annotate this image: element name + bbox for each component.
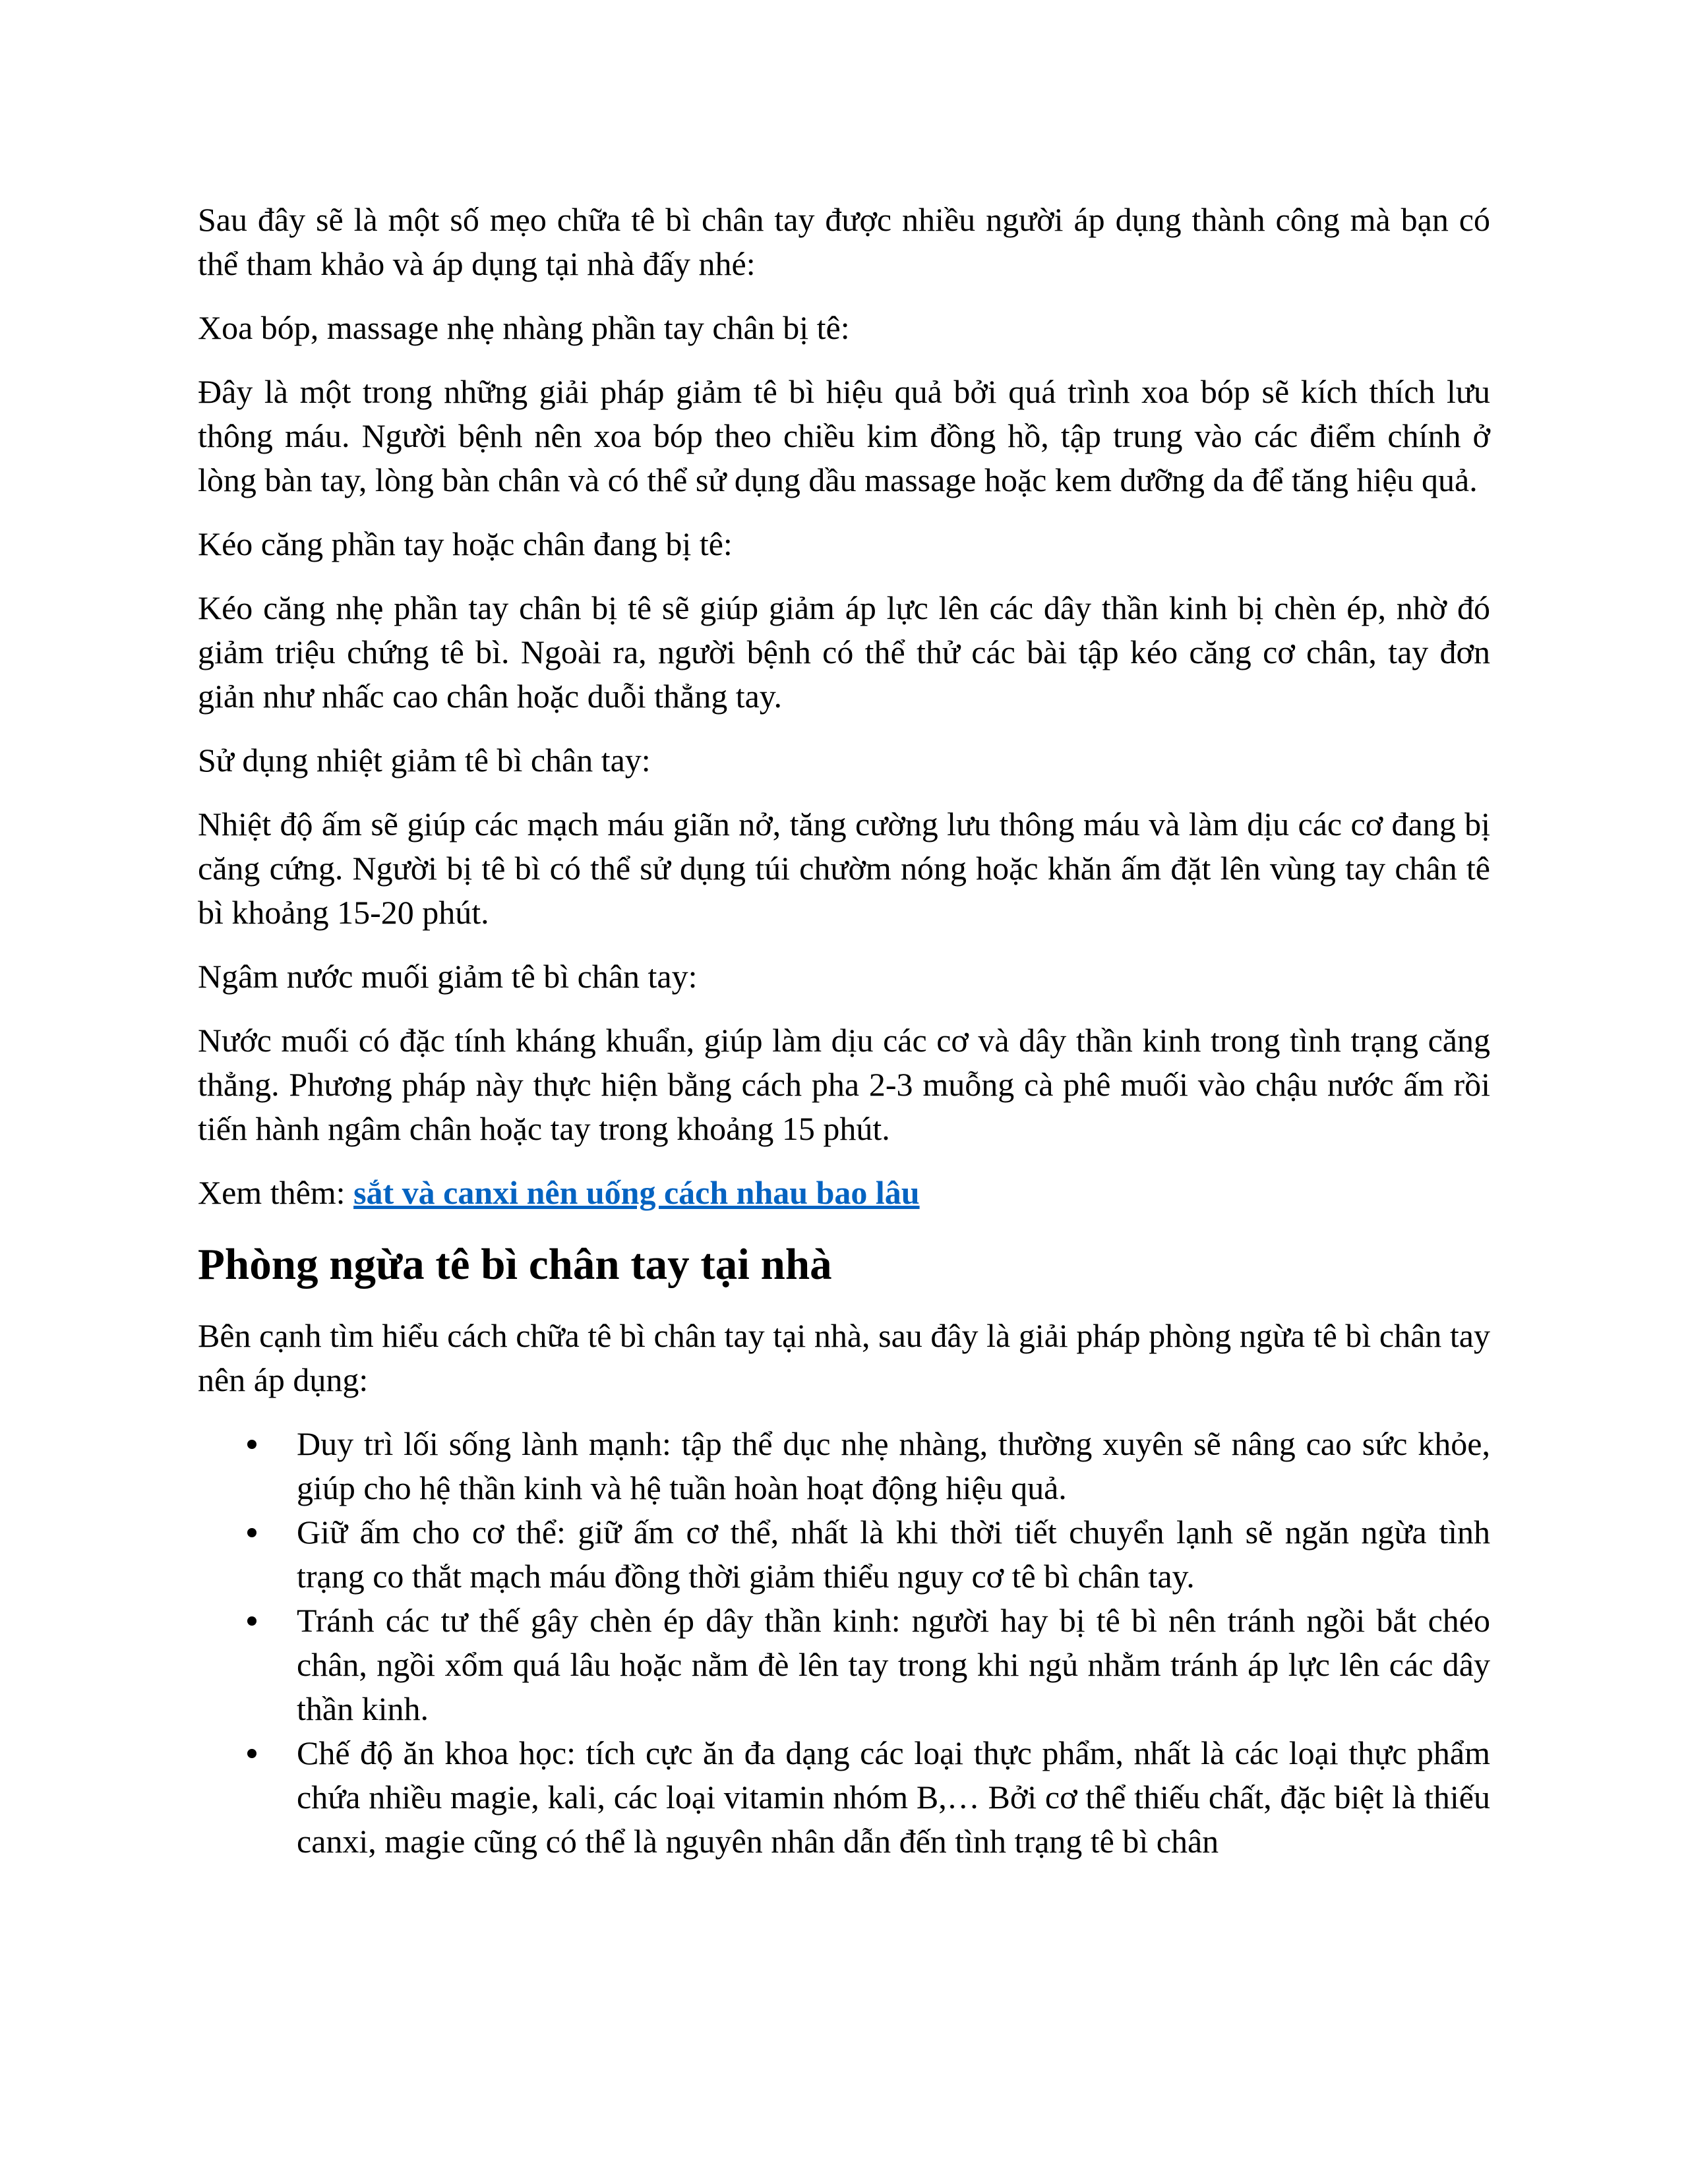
paragraph-stretch: Kéo căng nhẹ phần tay chân bị tê sẽ giúp giảm áp lực lên các dây thần kinh bị chèn ép, nhờ đó giảm triệu chứng tê bì. Ngoài ra, người bệnh có thể thử các bài tập kéo căng cơ chân, tay đơn giản như nhấc cao chân hoặc duỗi thẳng tay. xyxy=(198,589,1490,715)
list-item-text: Duy trì lối sống lành mạnh: tập thể dục nhẹ nhàng, thường xuyên sẽ nâng cao sức khỏe, giúp cho hệ thần kinh và hệ tuần hoàn hoạt động hiệu quả. xyxy=(297,1425,1490,1506)
list-item xyxy=(297,1510,1490,1599)
list-item xyxy=(297,1422,1490,1510)
prevention-list xyxy=(198,1422,1490,1864)
subheading-heat: Sử dụng nhiệt giảm tê bì chân tay: xyxy=(198,742,651,779)
see-more xyxy=(198,1171,1490,1215)
bullet-icon xyxy=(247,1528,256,1537)
paragraph-salt-water: Nước muối có đặc tính kháng khuẩn, giúp làm dịu các cơ và dây thần kinh trong tình trạng căng thẳng. Phương pháp này thực hiện bằng cách pha 2-3 muỗng cà phê muối vào chậu nước ấm rồi tiến hành ngâm chân hoặc tay trong khoảng 15 phút. xyxy=(198,1022,1490,1147)
section-heading: Phòng ngừa tê bì chân tay tại nhà xyxy=(198,1240,832,1289)
paragraph-heat: Nhiệt độ ấm sẽ giúp các mạch máu giãn nở, tăng cường lưu thông máu và làm dịu các cơ đang bị căng cứng. Người bị tê bì có thể sử dụng túi chườm nóng hoặc khăn ấm đặt lên vùng tay chân tê bì khoảng 15-20 phút. xyxy=(198,806,1490,931)
subheading-stretch: Kéo căng phần tay hoặc chân đang bị tê: xyxy=(198,525,733,562)
bullet-icon xyxy=(247,1616,256,1626)
section-intro: Bên cạnh tìm hiểu cách chữa tê bì chân tay tại nhà, sau đây là giải pháp phòng ngừa tê bì chân tay nên áp dụng: xyxy=(198,1317,1490,1398)
list-item xyxy=(297,1731,1490,1864)
bullet-icon xyxy=(247,1440,256,1449)
document-page xyxy=(198,198,1490,1864)
list-item-text: Chế độ ăn khoa học: tích cực ăn đa dạng các loại thực phẩm, nhất là các loại thực phẩm chứa nhiều magie, kali, các loại vitamin nhóm B,… Bởi cơ thể thiếu chất, đặc biệt là thiếu canxi, magie cũng có thể là nguyên nhân dẫn đến tình trạng tê bì chân xyxy=(297,1734,1490,1860)
subheading-salt-water: Ngâm nước muối giảm tê bì chân tay: xyxy=(198,958,698,995)
list-item-text: Giữ ấm cho cơ thể: giữ ấm cơ thể, nhất là khi thời tiết chuyển lạnh sẽ ngăn ngừa tình trạng co thắt mạch máu đồng thời giảm thiểu nguy cơ tê bì chân tay. xyxy=(297,1514,1490,1595)
see-more-link[interactable]: sắt và canxi nên uống cách nhau bao lâu xyxy=(353,1174,920,1211)
subheading-massage: Xoa bóp, massage nhẹ nhàng phần tay chân bị tê: xyxy=(198,309,850,346)
paragraph-massage: Đây là một trong những giải pháp giảm tê bì hiệu quả bởi quá trình xoa bóp sẽ kích thích lưu thông máu. Người bệnh nên xoa bóp theo chiều kim đồng hồ, tập trung vào các điểm chính ở lòng bàn tay, lòng bàn chân và có thể sử dụng dầu massage hoặc kem dưỡng da để tăng hiệu quả. xyxy=(198,373,1490,498)
paragraph-intro: Sau đây sẽ là một số mẹo chữa tê bì chân tay được nhiều người áp dụng thành công mà bạn có thể tham khảo và áp dụng tại nhà đấy nhé: xyxy=(198,201,1490,282)
bullet-icon xyxy=(247,1749,256,1758)
see-more-prefix: Xem thêm: xyxy=(198,1174,354,1211)
list-item xyxy=(297,1599,1490,1731)
list-item-text: Tránh các tư thế gây chèn ép dây thần kinh: người hay bị tê bì nên tránh ngồi bắt chéo chân, ngồi xổm quá lâu hoặc nằm đè lên tay trong khi ngủ nhằm tránh áp lực lên các dây thần kinh. xyxy=(297,1602,1490,1727)
